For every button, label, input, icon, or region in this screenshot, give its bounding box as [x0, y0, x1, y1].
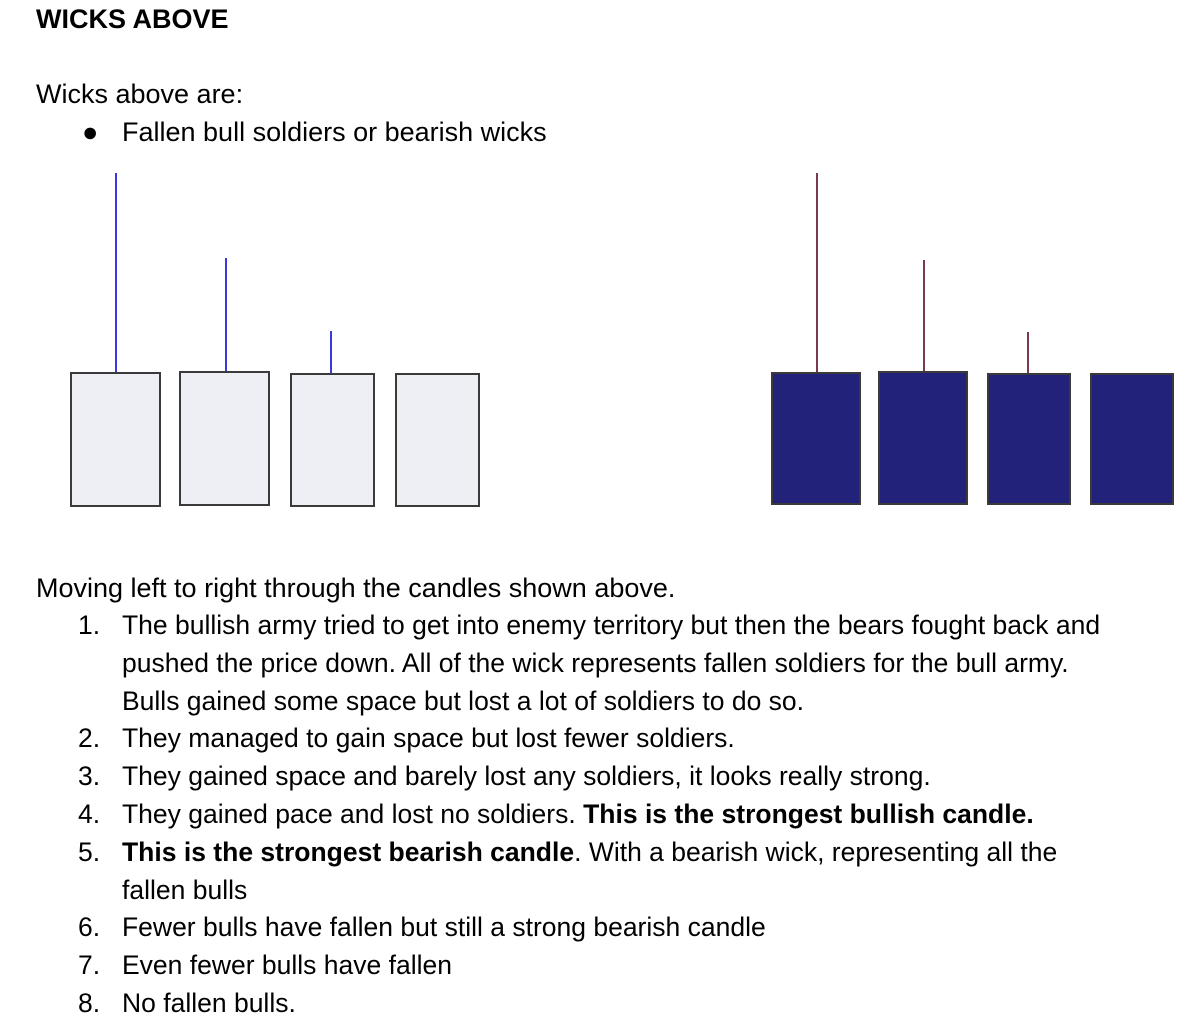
list-item-text-line: pushed the price down. All of the wick represents fallen soldiers for the bull army. — [122, 647, 1069, 678]
list-item-number: 2. — [78, 723, 101, 754]
list-item-text: They gained pace and lost no soldiers. — [122, 798, 584, 829]
list-item-text: Fewer bulls have fallen but still a strong bearish candle — [122, 912, 766, 943]
bull-candle-2-body — [180, 372, 269, 505]
list-item-text-line: Bulls gained some space but lost a lot of soldiers to do so. — [122, 685, 805, 716]
bear-candle-1-body — [772, 373, 860, 504]
bullet-list — [80, 114, 547, 150]
bullet-text: Fallen bull soldiers or bearish wicks — [122, 117, 547, 147]
list-item-text: . With a bearish wick, representing all the — [574, 836, 1058, 867]
list-item — [0, 834, 1190, 910]
candles-figure — [0, 160, 1200, 520]
intro-text: Wicks above are: — [36, 79, 244, 109]
list-item-bold-text: This is the strongest bearish candle — [122, 836, 575, 867]
list-item — [0, 947, 1190, 985]
list-item-text: Even fewer bulls have fallen — [122, 950, 452, 981]
bull-candle-4-body — [396, 374, 479, 506]
list-item-number: 7. — [78, 950, 101, 981]
list-item-text: No fallen bulls. — [122, 987, 296, 1018]
list-item — [0, 758, 1190, 796]
bull-candle-3-body — [291, 374, 374, 506]
list-item-bold-text: This is the strongest bullish candle. — [583, 798, 1034, 829]
bear-candle-2-body — [879, 372, 967, 504]
list-item-text-line: The bullish army tried to get into enemy territory but then the bears fought back and — [122, 610, 1101, 640]
bull-candle-1-body — [71, 373, 160, 506]
bear-candle-3-body — [988, 374, 1070, 504]
moving-text: Moving left to right through the candles shown above. — [36, 573, 676, 603]
bear-candle-4-body — [1091, 374, 1173, 504]
list-item-text-line: fallen bulls — [122, 874, 248, 905]
list-item — [0, 796, 1190, 834]
section-heading: WICKS ABOVE — [36, 4, 229, 34]
list-item-number: 5. — [78, 836, 101, 867]
list-item — [0, 720, 1190, 758]
list-item — [0, 985, 1190, 1023]
bullet-item — [80, 114, 547, 150]
list-item — [0, 909, 1190, 947]
bear-candle-group — [772, 173, 1173, 504]
list-item-number: 4. — [78, 798, 101, 829]
list-item-text: They gained space and barely lost any soldiers, it looks really strong. — [122, 761, 931, 792]
list-item — [0, 607, 1190, 720]
numbered-list — [0, 607, 1190, 1023]
list-item-number: 1. — [78, 610, 101, 640]
bullet-dot-icon: ● — [82, 117, 99, 147]
list-item-number: 8. — [78, 987, 101, 1018]
list-item-number: 6. — [78, 912, 101, 943]
bull-candle-group — [71, 173, 479, 506]
list-item-number: 3. — [78, 761, 101, 792]
list-item-text: They managed to gain space but lost fewer soldiers. — [122, 723, 735, 754]
